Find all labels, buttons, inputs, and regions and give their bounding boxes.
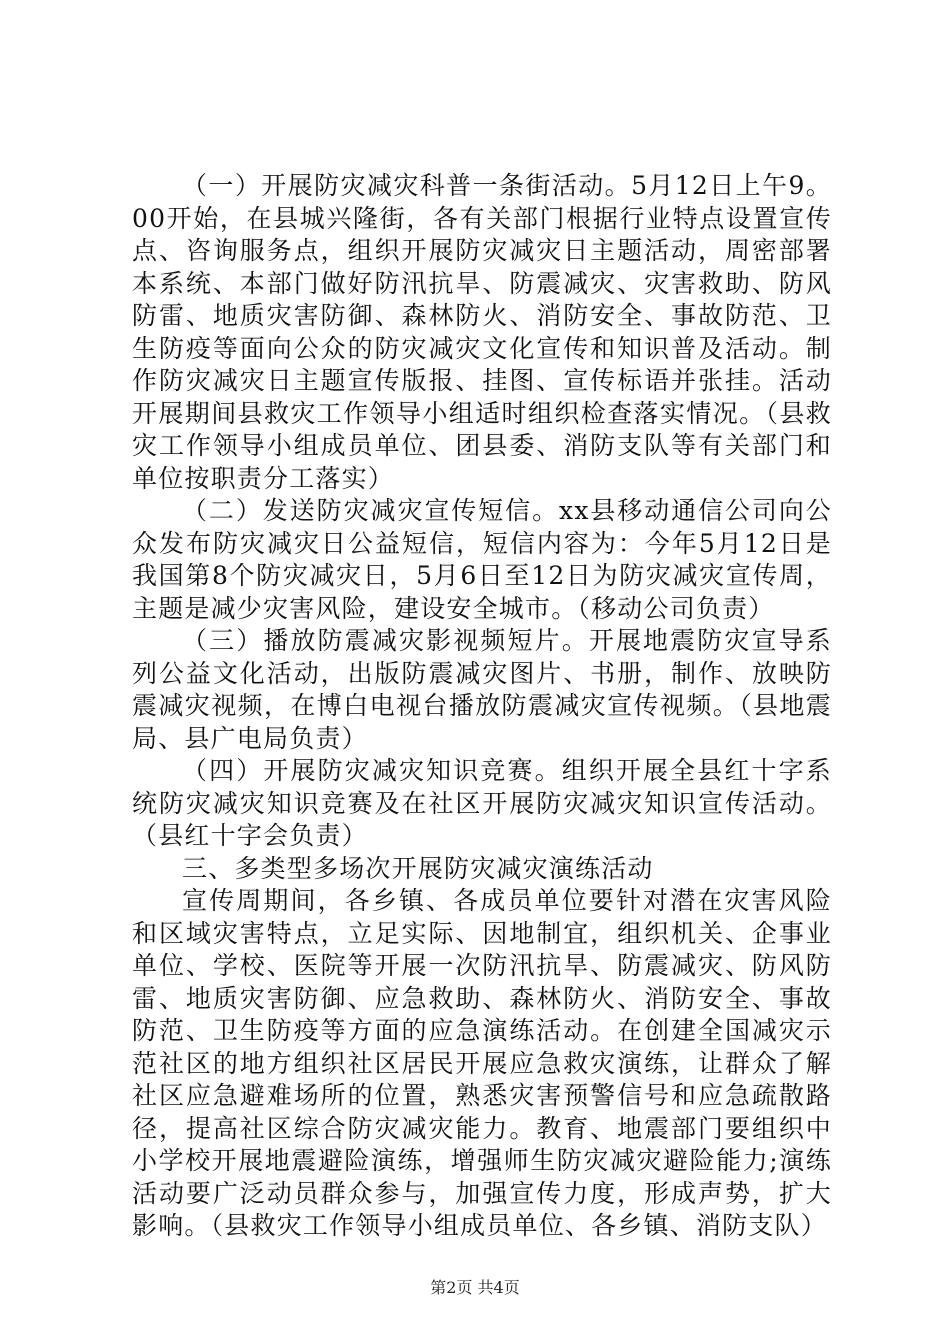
paragraph-1: （一）开展防灾减灾科普一条街活动。5月12日上午9。00开始，在县城兴隆街，各有关部门根据行业特点设置宣传点、咨询服务点，组织开展防灾减灾日主题活动，周密部署本系统、本部门做好防汛抗旱、防震减灾、灾害救助、防风防雷、地质灾害防御、森林防火、消防安全、事故防范、卫生防疫等面向公众的防灾减灾文化宣传和知识普及活动。制作防灾减灾日主题宣传版报、挂图、宣传标语并张挂。活动开展期间县救灾工作领导小组适时组织检查落实情况。（县救灾工作领导小组成员单位、团县委、消防支队等有关部门和单位按职责分工落实） [132,171,832,493]
paragraph-4: （四）开展防灾减灾知识竞赛。组织开展全县红十字系统防灾减灾知识竞赛及在社区开展防灾减灾知识宣传活动。（县红十字会负责） [132,756,832,850]
section-heading: 三、多类型多场次开展防灾减灾演练活动 [182,853,654,883]
paragraph-5: 宣传周期间，各乡镇、各成员单位要针对潜在灾害风险和区域灾害特点，立足实际、因地制宜，组织机关、企事业单位、学校、医院等开展一次防汛抗旱、防震减灾、防风防雷、地质灾害防御、应急救助、森林防火、消防安全、事故防范、卫生防疫等方面的应急演练活动。在创建全国减灾示范社区的地方组织社区居民开展应急救灾演练，让群众了解社区应急避难场所的位置，熟悉灾害预警信号和应急疏散路径，提高社区综合防灾减灾能力。教育、地震部门要组织中小学校开展地震避险演练，增强师生防灾减灾避险能力;演练活动要广泛动员群众参与，加强宣传力度，形成声势，扩大影响。（县救灾工作领导小组成员单位、各乡镇、消防支队） [132,886,832,1240]
page-number-footer: 第2页 共4页 [430,1278,520,1297]
paragraph-3: （三）播放防震减灾影视频短片。开展地震防灾宣导系列公益文化活动，出版防震减灾图片、书册，制作、放映防震减灾视频，在博白电视台播放防震减灾宣传视频。（县地震局、县广电局负责） [132,626,832,753]
document-body [132,170,832,1243]
paragraph-2: （二）发送防灾减灾宣传短信。xx县移动通信公司向公众发布防灾减灾日公益短信，短信内容为：今年5月12日是我国第8个防灾减灾日，5月6日至12日为防灾减灾宣传周，主题是减少灾害风险，建设安全城市。（移动公司负责） [132,496,832,623]
